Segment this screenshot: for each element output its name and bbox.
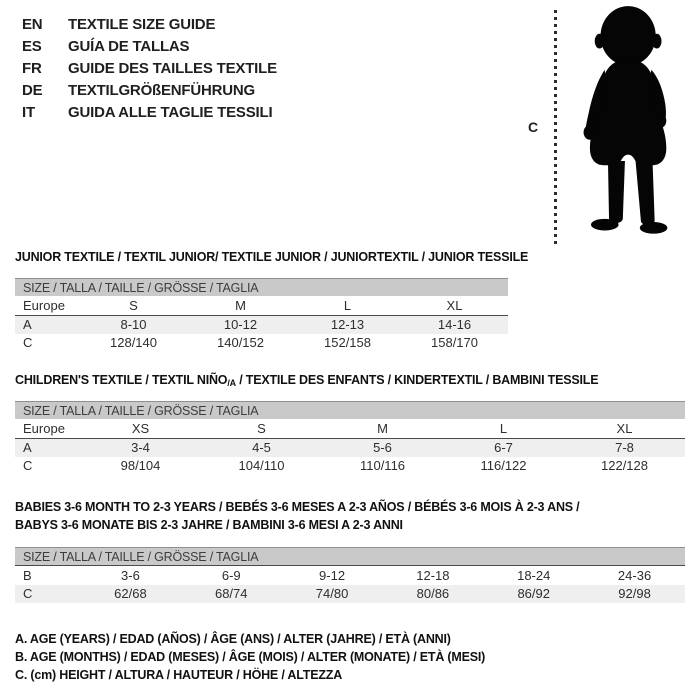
language-title: GUIDE DES TAILLES TEXTILE xyxy=(68,59,277,77)
age-cell: 14-16 xyxy=(437,317,472,332)
size-cell: L xyxy=(343,298,352,313)
size-cell: M xyxy=(377,421,388,436)
babies-size-table xyxy=(15,547,685,603)
row-label: A xyxy=(23,317,32,332)
language-code: ES xyxy=(22,37,42,55)
height-cell: 74/80 xyxy=(315,586,349,601)
height-measure-figure xyxy=(520,4,692,250)
footnote-a: A. AGE (YEARS) / EDAD (AÑOS) / ÂGE (ANS) / ALTER (JAHRE) / ETÀ (ANNI) xyxy=(15,632,451,646)
table-row-europe xyxy=(15,419,685,439)
table-row-height xyxy=(15,457,685,475)
children-size-table xyxy=(15,401,685,475)
row-label: C xyxy=(23,586,33,601)
height-cell: 80/86 xyxy=(416,586,450,601)
height-measure-dotted-line-icon xyxy=(554,10,557,247)
row-label: Europe xyxy=(23,298,65,313)
table-row-age xyxy=(15,439,685,457)
language-row-it xyxy=(22,101,277,123)
language-row-de xyxy=(22,79,277,101)
language-code: IT xyxy=(22,103,35,121)
size-cell: S xyxy=(129,298,138,313)
section-babies-title-line2: BABYS 3-6 MONATE BIS 2-3 JAHRE / BAMBINI 3-6 MESI A 2-3 ANNI xyxy=(15,518,403,532)
height-cell: 158/170 xyxy=(431,335,478,350)
table-row-europe xyxy=(15,296,508,316)
height-cell: 68/74 xyxy=(214,586,248,601)
footnotes xyxy=(15,630,685,684)
size-cell: XL xyxy=(616,421,633,436)
section-children-title xyxy=(15,373,685,388)
size-cell: M xyxy=(235,298,246,313)
size-cell: XS xyxy=(131,421,150,436)
size-cell: XL xyxy=(446,298,463,313)
height-cell: 128/140 xyxy=(110,335,157,350)
size-header-bar: SIZE / TALLA / TAILLE / GRÖSSE / TAGLIA xyxy=(15,547,685,565)
language-code: FR xyxy=(22,59,42,77)
language-title: GUIDA ALLE TAGLIE TESSILI xyxy=(68,103,273,121)
size-header-bar: SIZE / TALLA / TAILLE / GRÖSSE / TAGLIA xyxy=(15,401,685,419)
height-cell: 86/92 xyxy=(517,586,550,601)
language-title: TEXTILGRÖßENFÜHRUNG xyxy=(68,81,256,99)
language-row-en xyxy=(22,13,277,35)
row-label: C xyxy=(23,458,33,473)
language-code: DE xyxy=(22,81,43,99)
language-code: EN xyxy=(22,15,43,33)
height-cell: 92/98 xyxy=(618,586,651,601)
months-cell: 3-6 xyxy=(121,568,140,583)
toddler-silhouette-icon xyxy=(566,4,686,248)
language-row-es xyxy=(22,35,277,57)
height-cell: 152/158 xyxy=(324,335,371,350)
height-cell: 62/68 xyxy=(114,586,147,601)
junior-size-table xyxy=(15,278,508,352)
language-title: GUÍA DE TALLAS xyxy=(68,37,190,55)
height-cell: 140/152 xyxy=(217,335,264,350)
age-cell: 10-12 xyxy=(223,317,258,332)
title-suffix: / TEXTILE DES ENFANTS / KINDERTEXTIL / BAMBINI TESSILE xyxy=(235,373,599,387)
height-cell: 110/116 xyxy=(359,458,406,473)
size-cell: L xyxy=(499,421,508,436)
age-cell: 4-5 xyxy=(252,440,271,455)
age-cell: 7-8 xyxy=(615,440,634,455)
measure-c-label: C xyxy=(528,119,539,135)
table-row-height xyxy=(15,334,508,352)
footnote-b: B. AGE (MONTHS) / EDAD (MESES) / ÂGE (MOIS) / ALTER (MONATE) / ETÀ (MESI) xyxy=(15,650,486,664)
age-cell: 6-7 xyxy=(494,440,513,455)
language-title-list xyxy=(22,13,277,123)
section-children xyxy=(15,373,685,475)
table-row-height xyxy=(15,585,685,603)
section-junior xyxy=(15,250,685,352)
table-row-age xyxy=(15,316,508,334)
size-cell: S xyxy=(257,421,266,436)
months-cell: 18-24 xyxy=(517,568,551,583)
age-cell: 3-4 xyxy=(131,440,150,455)
title-subscript: /A xyxy=(227,378,236,388)
footnote-c: C. (cm) HEIGHT / ALTURA / HAUTEUR / HÖHE / ALTEZZA xyxy=(15,668,343,682)
age-cell: 5-6 xyxy=(373,440,392,455)
months-cell: 24-36 xyxy=(617,568,652,583)
height-cell: 122/128 xyxy=(601,458,648,473)
language-title: TEXTILE SIZE GUIDE xyxy=(68,15,216,33)
row-label: C xyxy=(23,335,33,350)
height-cell: 104/110 xyxy=(238,458,285,473)
age-cell: 12-13 xyxy=(330,317,365,332)
months-cell: 9-12 xyxy=(319,568,346,583)
row-label: B xyxy=(23,568,32,583)
section-babies-title-line1: BABIES 3-6 MONTH TO 2-3 YEARS / BEBÉS 3-6 MESES A 2-3 AÑOS / BÉBÉS 3-6 MOIS À 2-3 ANS / xyxy=(15,500,580,514)
height-cell: 116/122 xyxy=(480,458,527,473)
section-babies xyxy=(15,498,685,603)
size-header-bar: SIZE / TALLA / TAILLE / GRÖSSE / TAGLIA xyxy=(15,278,508,296)
language-row-fr xyxy=(22,57,277,79)
row-label: A xyxy=(23,440,32,455)
row-label: Europe xyxy=(23,421,65,436)
size-tables-content xyxy=(15,250,685,684)
title-prefix: CHILDREN'S TEXTILE / TEXTIL NIÑO xyxy=(15,373,228,387)
section-junior-title: JUNIOR TEXTILE / TEXTIL JUNIOR/ TEXTILE JUNIOR / JUNIORTEXTIL / JUNIOR TESSILE xyxy=(15,250,529,264)
months-cell: 6-9 xyxy=(221,568,241,583)
age-cell: 8-10 xyxy=(120,317,147,332)
table-row-months xyxy=(15,565,685,585)
months-cell: 12-18 xyxy=(416,568,450,583)
height-cell: 98/104 xyxy=(120,458,161,473)
